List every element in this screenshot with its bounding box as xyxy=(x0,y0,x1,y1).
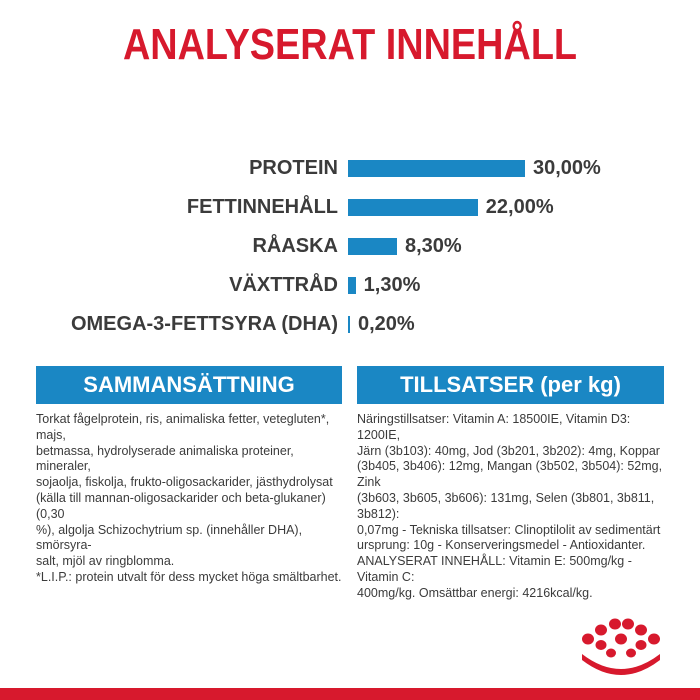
bar xyxy=(348,277,356,294)
bottom-accent-bar xyxy=(0,688,700,700)
additives-header-label: TILLSATSER (per kg) xyxy=(400,372,621,397)
bar xyxy=(348,238,397,255)
additives-text: Näringstillsatser: Vitamin A: 18500IE, Vitamin D3: 1200IE, Järn (3b103): 40mg, Jod (3b201, 3b202): 4mg, Koppar (3b405, 3b406): 12mg, Mangan (3b502, 3b504): 52mg, Zink (3b603, 3b605, 3b606): 131mg, Selen (3b801, 3b811, 3b812): 0,07mg - Tekniska tillsatser: Clinoptilolit av sedimentärt ursprung: 10g - Konserveringsmedel - Antioxidanter. ANALYSERAT INNEHÅLL: Vitamin E: 500mg/kg - Vitamin C: 400mg/kg. Omsättbar energi: 4216kcal/kg. xyxy=(357,412,663,600)
bar xyxy=(348,199,478,216)
page-title: ANALYSERAT INNEHÅLL xyxy=(122,20,578,69)
bar-label: FETTINNEHÅLL xyxy=(186,196,338,218)
bar-value-label: 22,00% xyxy=(485,196,554,218)
bar xyxy=(348,316,350,333)
composition-text: Torkat fågelprotein, ris, animaliska fetter, vetegluten*, majs, betmassa, hydrolyserade animaliska proteiner, mineraler, sojaolja, fiskolja, frukto-oligosackarider, jästhydrolysat (källa till mannan-oligosackarider och beta-glukaner) (0,30 %), algolja Schizochytrium sp. (innehåller DHA), smörsyra- salt, mjöl av ringblomma. *L.I.P.: protein utvalt för dess mycket höga smältbarhet. xyxy=(36,412,342,584)
bar-value-label: 8,30% xyxy=(404,235,462,257)
bar-label: VÄXTTRÅD xyxy=(229,274,338,296)
bar-label: RÅASKA xyxy=(252,235,338,257)
bar xyxy=(348,160,525,177)
bar-label: PROTEIN xyxy=(249,157,338,179)
composition-header-label: SAMMANSÄTTNING xyxy=(83,372,295,397)
bar-label: OMEGA-3-FETTSYRA (DHA) xyxy=(70,313,338,335)
bar-value-label: 30,00% xyxy=(533,157,601,179)
composition-header xyxy=(36,366,342,404)
royal-canin-crown-logo-icon xyxy=(578,618,664,678)
additives-header xyxy=(357,366,664,404)
bar-value-label: 0,20% xyxy=(358,313,415,335)
bar-value-label: 1,30% xyxy=(363,274,421,296)
